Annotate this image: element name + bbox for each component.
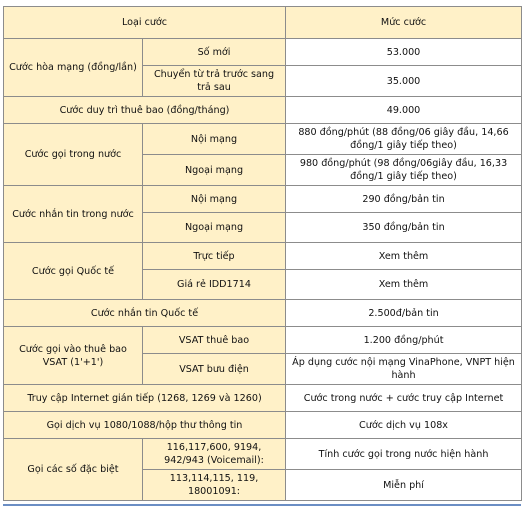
row-label: Gọi các số đặc biệt [4, 439, 143, 501]
row-value: 2.500đ/bản tin [286, 300, 522, 327]
table-row [4, 97, 522, 124]
row-value: Cước trong nước + cước truy cập Internet [286, 385, 522, 412]
row-label: Cước duy trì thuê bao (đồng/tháng) [4, 97, 286, 124]
row-value: 980 đồng/phút (98 đồng/06giây đầu, 16,33 đồng/1 giây tiếp theo) [286, 155, 522, 186]
row-sub-label: VSAT bưu điện [143, 354, 286, 385]
row-value: Xem thêm [286, 270, 522, 300]
row-label: Cước nhắn tin trong nước [4, 186, 143, 243]
row-sub-label: Ngoại mạng [143, 155, 286, 186]
row-value: Áp dụng cước nội mạng VinaPhone, VNPT hiện hành [286, 354, 522, 385]
row-label: Truy cập Internet gián tiếp (1268, 1269 và 1260) [4, 385, 286, 412]
row-value: Miễn phí [286, 470, 522, 501]
row-sub-label: Nội mạng [143, 186, 286, 213]
rate-table [3, 6, 522, 501]
row-value: 35.000 [286, 66, 522, 97]
row-sub-label: Giá rẻ IDD1714 [143, 270, 286, 300]
table-row [4, 300, 522, 327]
row-label: Cước gọi vào thuê bao VSAT (1'+1') [4, 327, 143, 385]
table-row [4, 412, 522, 439]
table-row [4, 385, 522, 412]
row-value: 880 đồng/phút (88 đồng/06 giây đầu, 14,66 đồng/1 giây tiếp theo) [286, 124, 522, 155]
row-value: Cước dịch vụ 108x [286, 412, 522, 439]
row-value: 290 đồng/bản tin [286, 186, 522, 213]
table-row [4, 124, 522, 155]
row-sub-label: 113,114,115, 119, 18001091: [143, 470, 286, 501]
row-value: 49.000 [286, 97, 522, 124]
table-row [4, 186, 522, 213]
row-label: Cước nhắn tin Quốc tế [4, 300, 286, 327]
row-label: Gọi dịch vụ 1080/1088/hộp thư thông tin [4, 412, 286, 439]
row-sub-label: Số mới [143, 39, 286, 66]
row-value: 350 đồng/bản tin [286, 213, 522, 243]
row-sub-label: Chuyển từ trả trước sang trả sau [143, 66, 286, 97]
table-header-row [4, 7, 522, 39]
table-row [4, 39, 522, 66]
bottom-divider [3, 504, 521, 506]
row-sub-label: VSAT thuê bao [143, 327, 286, 354]
row-sub-label: 116,117,600, 9194, 942/943 (Voicemail): [143, 439, 286, 470]
row-sub-label: Trực tiếp [143, 243, 286, 270]
header-rate: Mức cước [286, 7, 522, 39]
row-label: Cước gọi Quốc tế [4, 243, 143, 300]
table-row [4, 439, 522, 470]
row-value: 1.200 đồng/phút [286, 327, 522, 354]
row-sub-label: Nội mạng [143, 124, 286, 155]
header-type: Loại cước [4, 7, 286, 39]
table-row [4, 243, 522, 270]
row-value: 53.000 [286, 39, 522, 66]
row-value: Tính cước gọi trong nước hiện hành [286, 439, 522, 470]
table-row [4, 327, 522, 354]
row-label: Cước gọi trong nước [4, 124, 143, 186]
row-sub-label: Ngoại mạng [143, 213, 286, 243]
row-label: Cước hòa mạng (đồng/lần) [4, 39, 143, 97]
row-value: Xem thêm [286, 243, 522, 270]
